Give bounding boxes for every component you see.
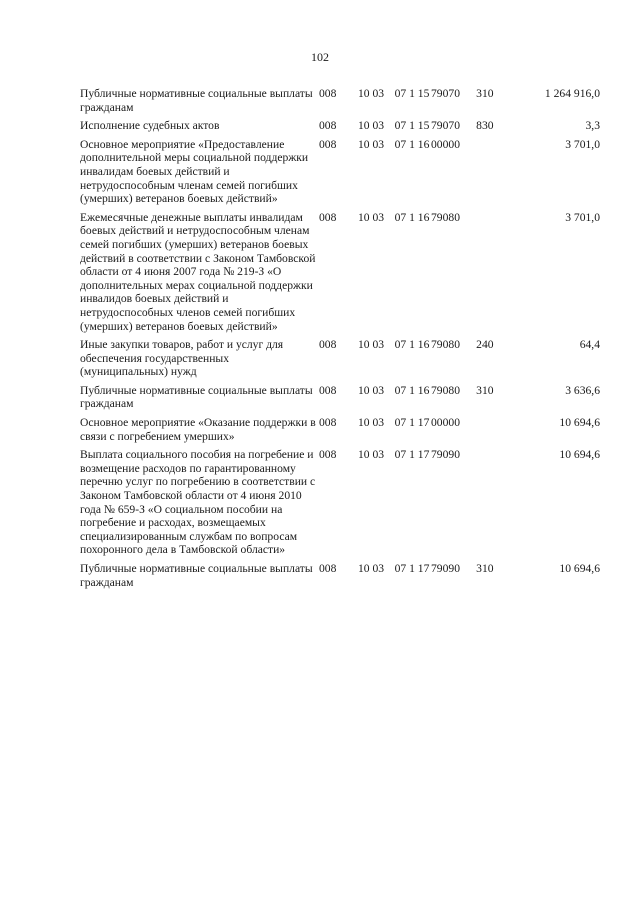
- row-program-code: 07 1 16: [394, 210, 430, 224]
- row-name: Основное мероприятие «Предоставление дополнительной меры социальной поддержки инвалидам боевых действий и нетрудоспособным членам семей погибших (умерших) ветеранов боевых действий»: [80, 137, 309, 206]
- row-section-code: 10 03: [357, 119, 385, 133]
- row-amount: 10 694,6: [559, 416, 600, 430]
- row-expense-kind: [476, 211, 514, 338]
- row-name: Публичные нормативные социальные выплаты гражданам: [80, 87, 313, 114]
- row-expense-kind: 830: [476, 119, 494, 133]
- row-expense-kind: 240: [476, 338, 494, 352]
- row-name: Иные закупки товаров, работ и услуг для обеспечения государственных (муниципальных) нужд: [80, 338, 284, 379]
- row-ved-code: 008: [319, 416, 337, 430]
- row-amount: 1 264 916,0: [544, 87, 600, 100]
- row-name: Ежемесячные денежные выплаты инвалидам боевых действий и нетрудоспособным членам семей погибших (умерших) ветеранов боевых действий в соответствии с Законом Тамбовской области от 4 июня 2007 года № 219-З «О дополнительных мерах социальной поддержки инвалидов боевых действий и нетрудоспособных членов семей погибших (умерших) ветеранов боевых действий»: [80, 210, 316, 333]
- row-target-code: 79070: [431, 87, 460, 100]
- row-ved-code: 008: [319, 119, 337, 133]
- row-name: Исполнение судебных актов: [80, 119, 220, 133]
- row-amount: 3 636,6: [565, 383, 600, 397]
- row-name: Публичные нормативные социальные выплаты гражданам: [80, 383, 313, 411]
- row-expense-kind: [476, 448, 514, 562]
- row-ved-code: 008: [319, 562, 337, 575]
- row-program-code: 07 1 17: [394, 562, 430, 575]
- table-row: [80, 416, 600, 448]
- row-target-code: 79090: [431, 562, 460, 575]
- row-target-code: 79070: [431, 119, 460, 133]
- table-row: [80, 448, 600, 562]
- row-target-code: 00000: [431, 137, 460, 151]
- row-program-code: 07 1 15: [394, 87, 430, 100]
- row-expense-kind: [476, 138, 514, 211]
- row-ved-code: 008: [319, 383, 337, 397]
- row-section-code: 10 03: [357, 137, 385, 151]
- row-amount: 64,4: [579, 338, 600, 352]
- table-row: [80, 211, 600, 338]
- row-section-code: 10 03: [357, 416, 385, 430]
- row-target-code: 79090: [431, 448, 460, 462]
- row-ved-code: 008: [319, 448, 337, 462]
- row-name: Выплата социального пособия на погребение и возмещение расходов по гарантированному перечню услуг по погребению в соответствии с Законом Тамбовской области от 4 июня 2010 года № 659-З «О социальном пособии на погребение и расходах, возмещаемых специализированным службам по вопросам похоронного дела в Тамбовской области»: [80, 448, 316, 557]
- row-name: Основное мероприятие «Оказание поддержки в связи с погребением умерших»: [80, 416, 316, 443]
- table-row: [80, 119, 600, 138]
- row-amount: 3,3: [585, 119, 600, 133]
- row-section-code: 10 03: [357, 87, 385, 100]
- row-amount: 3 701,0: [565, 137, 600, 151]
- row-section-code: 10 03: [357, 562, 385, 575]
- budget-table-body: [80, 87, 600, 594]
- row-program-code: 07 1 17: [394, 448, 430, 462]
- table-row: [80, 338, 600, 384]
- row-ved-code: 008: [319, 87, 337, 100]
- row-expense-kind: 310: [476, 87, 494, 100]
- row-section-code: 10 03: [357, 383, 385, 397]
- row-expense-kind: 310: [476, 562, 494, 575]
- row-target-code: 79080: [431, 338, 460, 352]
- budget-table: [80, 87, 600, 594]
- table-row: [80, 384, 600, 416]
- row-ved-code: 008: [319, 338, 337, 352]
- row-amount: 10 694,6: [559, 562, 600, 575]
- row-expense-kind: [476, 416, 514, 448]
- row-section-code: 10 03: [357, 448, 385, 462]
- table-row: [80, 562, 600, 594]
- row-program-code: 07 1 16: [394, 383, 430, 397]
- table-row: [80, 138, 600, 211]
- row-program-code: 07 1 16: [394, 137, 430, 151]
- row-program-code: 07 1 16: [394, 338, 430, 352]
- row-expense-kind: 310: [476, 383, 494, 397]
- row-ved-code: 008: [319, 210, 337, 224]
- row-ved-code: 008: [319, 137, 337, 151]
- page-number: 102: [311, 50, 329, 64]
- row-name: Публичные нормативные социальные выплаты гражданам: [80, 562, 313, 589]
- row-program-code: 07 1 17: [394, 416, 430, 430]
- row-target-code: 00000: [431, 416, 460, 430]
- row-amount: 3 701,0: [565, 210, 600, 224]
- row-amount: 10 694,6: [559, 448, 600, 462]
- row-target-code: 79080: [431, 210, 460, 224]
- row-target-code: 79080: [431, 383, 460, 397]
- row-section-code: 10 03: [357, 338, 385, 352]
- row-section-code: 10 03: [357, 210, 385, 224]
- row-program-code: 07 1 15: [394, 119, 430, 133]
- table-row: [80, 87, 600, 119]
